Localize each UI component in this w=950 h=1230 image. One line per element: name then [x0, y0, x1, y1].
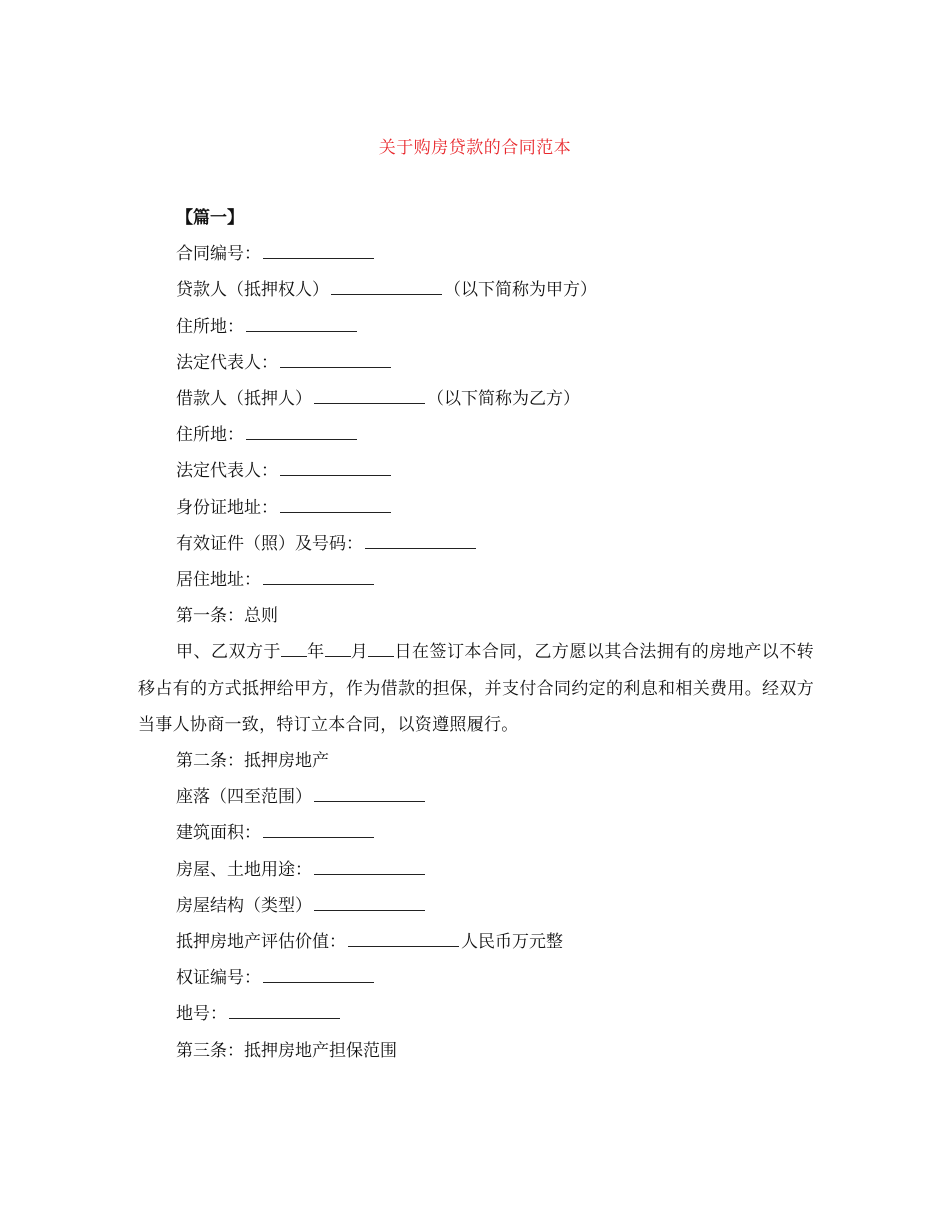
- structure-label: 房屋结构（类型）: [176, 895, 312, 916]
- floor-area-line: [138, 815, 814, 851]
- id-document-label: 有效证件（照）及号码：: [176, 533, 363, 554]
- valuation-label: 抵押房地产评估价值：: [176, 932, 346, 953]
- lender-line: [138, 272, 814, 308]
- certificate-number-line: [138, 960, 814, 996]
- floor-area-label: 建筑面积：: [176, 823, 261, 844]
- lender-representative-label: 法定代表人：: [176, 352, 278, 373]
- borrower-blank: [314, 387, 425, 404]
- id-address-line: [138, 490, 814, 526]
- lender-blank: [331, 278, 442, 295]
- id-document-blank: [365, 532, 476, 549]
- location-line: [138, 779, 814, 815]
- lender-suffix: （以下简称为甲方）: [444, 280, 597, 301]
- article-2-title: 第二条：抵押房地产: [176, 751, 329, 772]
- structure-blank: [314, 894, 425, 911]
- article-1-text-start: 甲、乙双方于: [176, 642, 281, 663]
- lender-address-line: [138, 309, 814, 345]
- article-3-title: 第三条：抵押房地产担保范围: [176, 1040, 397, 1061]
- contract-number-label: 合同编号：: [176, 244, 261, 265]
- borrower-suffix: （以下简称为乙方）: [427, 389, 580, 410]
- valuation-line: [138, 924, 814, 960]
- land-number-blank: [229, 1002, 340, 1019]
- article-1-title: 第一条：总则: [176, 606, 278, 627]
- month-blank: [325, 640, 351, 657]
- borrower-address-blank: [246, 423, 357, 440]
- borrower-address-label: 住所地：: [176, 425, 244, 446]
- usage-line: [138, 852, 814, 888]
- residence-line: [138, 562, 814, 598]
- article-1-text-end: 日在签订本合同，乙方愿以其合法拥有的房地产以不转移占有的方式抵押给甲方，作为借款的担保，并支付合同约定的利息和相关费用。经双方当事人协商一致，特订立本合同，以资遵照履行。: [138, 642, 814, 735]
- structure-line: [138, 888, 814, 924]
- residence-blank: [263, 568, 374, 585]
- borrower-label: 借款人（抵押人）: [176, 389, 312, 410]
- year-blank: [281, 640, 307, 657]
- certificate-number-blank: [263, 966, 374, 983]
- land-number-line: [138, 996, 814, 1032]
- article-1-paragraph: [138, 634, 814, 743]
- usage-label: 房屋、土地用途：: [176, 859, 312, 880]
- lender-address-label: 住所地：: [176, 316, 244, 337]
- usage-blank: [314, 858, 425, 875]
- location-blank: [314, 785, 425, 802]
- borrower-representative-blank: [280, 459, 391, 476]
- borrower-address-line: [138, 417, 814, 453]
- land-number-label: 地号：: [176, 1004, 227, 1025]
- document-body: [138, 200, 814, 1069]
- document-title: 关于购房贷款的合同范本: [378, 138, 572, 158]
- lender-representative-line: [138, 345, 814, 381]
- day-blank: [368, 640, 394, 657]
- lender-address-blank: [246, 315, 357, 332]
- valuation-blank: [348, 930, 459, 947]
- section-label: 【篇一】: [176, 208, 244, 228]
- valuation-suffix: 人民币万元整: [461, 932, 563, 953]
- location-label: 座落（四至范围）: [176, 787, 312, 808]
- lender-representative-blank: [280, 351, 391, 368]
- lender-label: 贷款人（抵押权人）: [176, 280, 329, 301]
- floor-area-blank: [263, 821, 374, 838]
- borrower-representative-line: [138, 453, 814, 489]
- borrower-representative-label: 法定代表人：: [176, 461, 278, 482]
- id-document-line: [138, 526, 814, 562]
- borrower-line: [138, 381, 814, 417]
- residence-label: 居住地址：: [176, 570, 261, 591]
- id-address-label: 身份证地址：: [176, 497, 278, 518]
- id-address-blank: [280, 496, 391, 513]
- contract-number-blank: [263, 242, 374, 259]
- year-label: 年: [306, 642, 325, 663]
- month-label: 月: [350, 642, 369, 663]
- certificate-number-label: 权证编号：: [176, 968, 261, 989]
- contract-number-line: [138, 236, 814, 272]
